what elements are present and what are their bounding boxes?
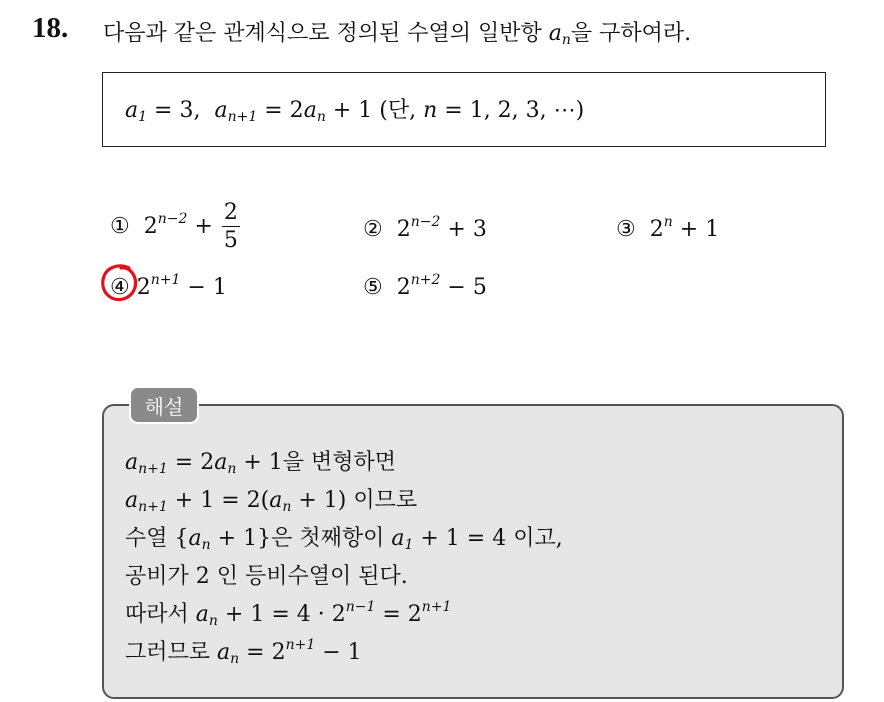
choice-5-number: ⑤ (363, 275, 383, 300)
choice-1[interactable] (110, 202, 240, 252)
sol6-post: − 1 (315, 640, 362, 665)
choice-5-exp: n+2 (410, 272, 441, 288)
choice-3-rest: + 1 (679, 217, 720, 242)
choice-5-base: 2 (396, 275, 411, 300)
question-text-after: 을 구하여라. (570, 21, 692, 46)
cond-an1: a (214, 98, 228, 123)
cond-an: a (303, 98, 317, 123)
sol5-mid: + 1 = 4 · 2 (217, 602, 346, 627)
choice-4-rest: − 1 (187, 275, 227, 300)
choice-1-frac-den: 5 (223, 228, 238, 253)
question-text (103, 16, 691, 48)
choice-1-exp: n−2 (157, 211, 188, 227)
sol5-sup2: n+1 (421, 599, 452, 615)
sol2-mid: + 1 = 2( (167, 488, 270, 513)
choice-2-base: 2 (396, 217, 411, 242)
cond-an1-sub: n+1 (227, 109, 258, 125)
choice-2[interactable] (363, 214, 487, 242)
choice-2-exp: n−2 (410, 214, 441, 230)
choice-3[interactable] (616, 214, 719, 242)
choice-1-fraction (222, 202, 240, 252)
choice-4-number: ④ (110, 275, 130, 300)
cond-a1-sub: 1 (138, 109, 148, 125)
sol1-post: + 1을 변형하면 (236, 450, 397, 475)
sol3-post: + 1 = 4 이고, (413, 526, 563, 551)
question-var: a (548, 21, 562, 46)
choice-1-frac-num: 2 (223, 200, 238, 225)
sol6-sup: n+1 (285, 637, 316, 653)
sol2-a: a (125, 488, 139, 513)
sol5-a: a (195, 602, 209, 627)
cond-a1: a (125, 98, 139, 123)
question-number: 18. (32, 12, 69, 44)
choice-5[interactable] (363, 272, 487, 300)
sol5-mid2: = 2 (375, 602, 422, 627)
sol6-pre: 그러므로 (125, 640, 218, 665)
sol3-sub: n (201, 537, 211, 553)
sol2-post: + 1) 이므로 (291, 488, 418, 513)
sol1-mid: = 2 (167, 450, 215, 475)
choice-3-base: 2 (649, 217, 664, 242)
sol1-sub2: n (227, 461, 237, 477)
solution-line-5 (125, 597, 451, 629)
cond-tail: + 1 (단, (332, 98, 417, 123)
sol3-a2: a (391, 526, 405, 551)
sol3-a: a (188, 526, 202, 551)
sol6-sub: n (230, 651, 240, 667)
sol2-sub: n+1 (138, 499, 168, 515)
question-var-sub: n (561, 32, 571, 48)
choice-4-exp: n+1 (150, 272, 181, 288)
choice-3-exp: n (663, 214, 673, 230)
sol1-a: a (125, 450, 139, 475)
sol6-a: a (217, 640, 231, 665)
solution-tab-label: 해설 (129, 386, 199, 424)
solution-line-6 (125, 635, 362, 667)
choice-1-base: 2 (143, 214, 158, 239)
sol6-mid: = 2 (239, 640, 286, 665)
sol5-sup: n−1 (345, 599, 376, 615)
cond-a1-eq: = 3, (154, 98, 201, 123)
condition-box (102, 72, 826, 147)
cond-n-vals: = 1, 2, 3, ⋯) (444, 98, 585, 123)
sol2-a2: a (269, 488, 283, 513)
sol3-pre: 수열 { (125, 526, 189, 551)
solution-line-3 (125, 521, 563, 553)
sol3-sub2: 1 (404, 537, 414, 553)
solution-line-2 (125, 483, 417, 515)
cond-an-sub: n (316, 109, 326, 125)
solution-line-4: 공비가 2 인 등비수열이 된다. (125, 564, 408, 589)
choice-3-number: ③ (616, 217, 636, 242)
cond-n-var: n (423, 98, 438, 123)
choice-2-number: ② (363, 217, 383, 242)
sol5-pre: 따라서 (125, 602, 196, 627)
choice-1-op: + (194, 214, 213, 239)
solution-line-1 (125, 445, 396, 477)
condition-formula (125, 93, 584, 125)
cond-an1-eq: = 2 (264, 98, 304, 123)
sol1-a2: a (214, 450, 228, 475)
question-text-before: 다음과 같은 관계식으로 정의된 수열의 일반항 (103, 21, 542, 46)
choice-1-number: ① (110, 214, 130, 239)
answer-mark-circle (99, 262, 141, 304)
choice-2-rest: + 3 (447, 217, 487, 242)
choice-5-rest: − 5 (447, 275, 487, 300)
choice-4-base: 2 (136, 275, 151, 300)
sol3-mid: + 1}은 첫째항이 (210, 526, 392, 551)
sol5-sub: n (208, 613, 218, 629)
sol1-sub: n+1 (138, 461, 168, 477)
sol2-sub2: n (282, 499, 292, 515)
